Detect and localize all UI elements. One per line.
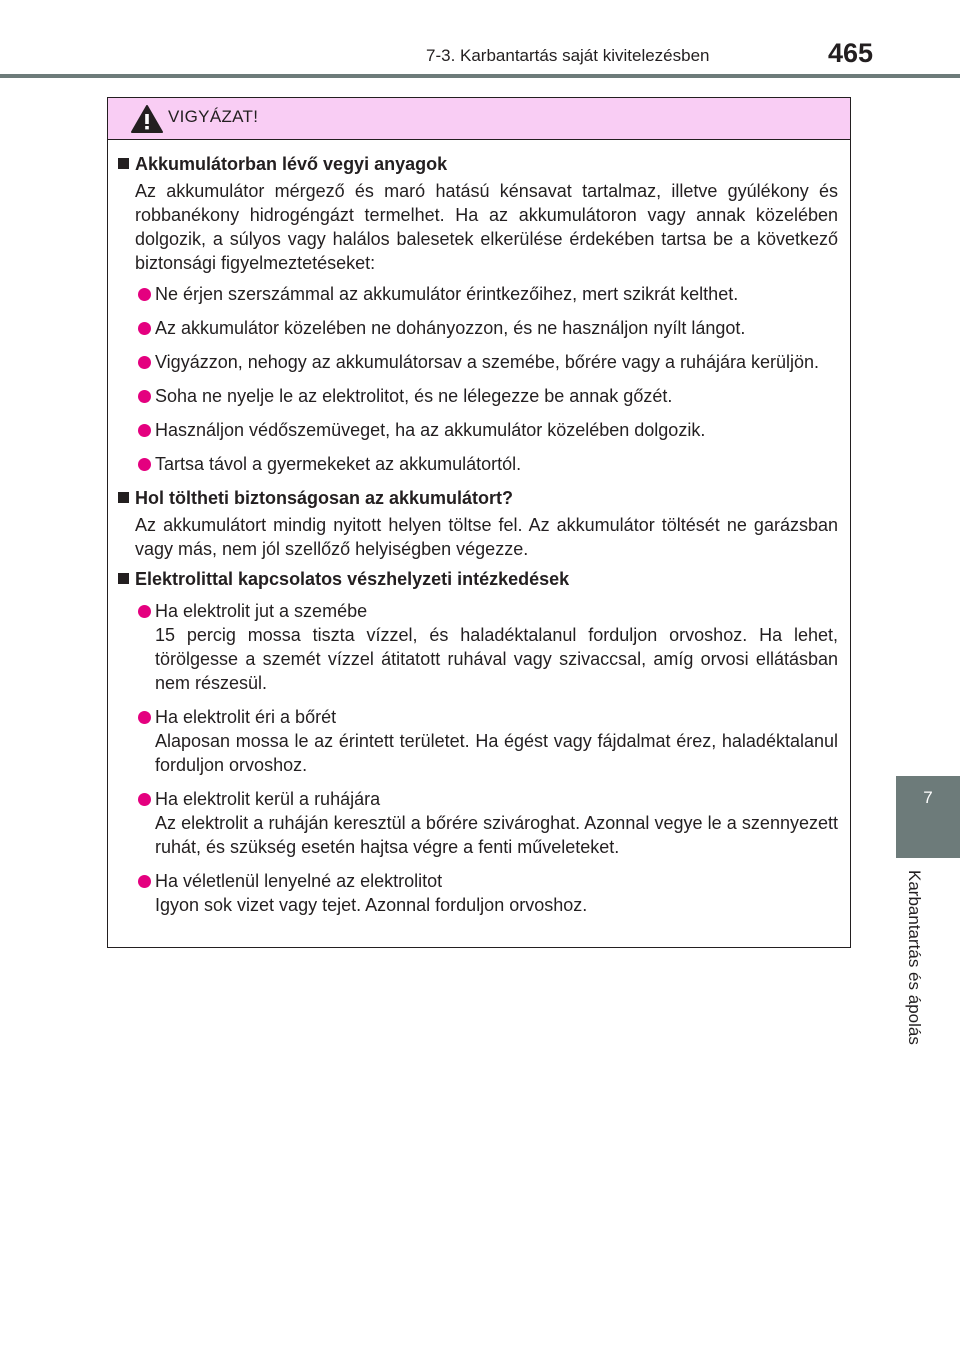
section-paragraph: Az akkumulátor mérgező és maró hatású kénsavat tartalmaz, illetve gyúlékony és robbanékony hidrogéngázt termelhet. Ha az akkumulátoron vagy annak közelében dolgozik, a súlyos vagy halálos balesetek elkerülése érdekében tartsa be a következő biztonsági figyelmeztetéseket:: [135, 181, 838, 273]
section-charging-location: [118, 486, 838, 561]
round-bullet-icon: [138, 605, 151, 618]
section-heading: [118, 567, 838, 592]
list-item-text: Az elektrolit a ruháján keresztül a bőrére szivároghat. Azonnal vegye le a szennyezett ruhát, és szükség esetén hajtsa végre a fenti műveleteket.: [155, 813, 838, 857]
caution-box: [107, 97, 851, 948]
list-item-title: Ha elektrolit éri a bőrét: [155, 707, 337, 727]
list-item: [118, 869, 838, 917]
list-item-title: Ha elektrolit jut a szemébe: [155, 601, 368, 621]
caution-body: [108, 140, 850, 917]
list-item: [118, 316, 838, 340]
chapter-tab: [896, 776, 960, 858]
round-bullet-icon: [138, 458, 151, 471]
list-item-title: Ha elektrolit kerül a ruhájára: [155, 789, 381, 809]
round-bullet-icon: [138, 711, 151, 724]
list-item: [118, 350, 838, 374]
section-chemicals: [118, 152, 838, 476]
round-bullet-icon: [138, 356, 151, 369]
list-item: [118, 418, 838, 442]
section-heading-text: Akkumulátorban lévő vegyi anyagok: [135, 154, 448, 174]
bullet-list: [118, 599, 838, 917]
square-bullet-icon: [118, 158, 129, 169]
list-item-text: Az akkumulátor közelében ne dohányozzon, és ne használjon nyílt lángot.: [155, 318, 746, 338]
list-item: [118, 282, 838, 306]
bullet-list: [118, 282, 838, 476]
list-item-title: Ha véletlenül lenyelné az elektrolitot: [155, 871, 443, 891]
section-heading: [118, 486, 838, 511]
section-heading: [118, 152, 838, 177]
round-bullet-icon: [138, 424, 151, 437]
page-number: 465: [828, 38, 874, 68]
square-bullet-icon: [118, 492, 129, 503]
caution-header: [108, 98, 850, 140]
round-bullet-icon: [138, 390, 151, 403]
chapter-label: [904, 870, 944, 1080]
section-emergency: [118, 567, 838, 917]
list-item: [118, 384, 838, 408]
warning-triangle-icon: [130, 104, 164, 134]
list-item: [118, 599, 838, 695]
section-heading-text: Hol töltheti biztonságosan az akkumulátort?: [135, 488, 514, 508]
list-item-text: Igyon sok vizet vagy tejet. Azonnal forduljon orvoshoz.: [155, 895, 588, 915]
round-bullet-icon: [138, 322, 151, 335]
round-bullet-icon: [138, 875, 151, 888]
header-divider: [0, 74, 960, 78]
list-item-text: 15 percig mossa tiszta vízzel, és haladéktalanul forduljon orvoshoz. Ha lehet, törölgesse a szemét vízzel átitatott ruhával vagy szivaccsal, amíg orvosi ellátásban nem részesül.: [155, 625, 838, 693]
list-item-text: Vigyázzon, nehogy az akkumulátorsav a szemébe, bőrére vagy a ruhájára kerüljön.: [155, 352, 820, 372]
list-item: [118, 452, 838, 476]
list-item-text: Használjon védőszemüveget, ha az akkumulátor közelében dolgozik.: [155, 420, 706, 440]
list-item: [118, 705, 838, 777]
list-item: [118, 787, 838, 859]
chapter-number: 7: [923, 788, 933, 807]
list-item-text: Tartsa távol a gyermekeket az akkumulátortól.: [155, 454, 522, 474]
section-title: 7-3. Karbantartás saját kivitelezésben: [426, 46, 710, 65]
caution-title: VIGYÁZAT!: [168, 107, 259, 126]
chapter-label-text: Karbantartás és ápolás: [905, 870, 924, 1045]
section-heading-text: Elektrolittal kapcsolatos vészhelyzeti intézkedések: [135, 569, 570, 589]
list-item-text: Alaposan mossa le az érintett területet. Ha égést vagy fájdalmat érez, haladéktalanul forduljon orvoshoz.: [155, 731, 838, 775]
list-item-text: Soha ne nyelje le az elektrolitot, és ne lélegezze be annak gőzét.: [155, 386, 673, 406]
section-paragraph: Az akkumulátort mindig nyitott helyen töltse fel. Az akkumulátor töltését ne garázsban vagy más, nem jól szellőző helyiségben végezze.: [135, 515, 838, 559]
round-bullet-icon: [138, 793, 151, 806]
list-item-text: Ne érjen szerszámmal az akkumulátor érintkezőihez, mert szikrát kelthet.: [155, 284, 739, 304]
round-bullet-icon: [138, 288, 151, 301]
square-bullet-icon: [118, 573, 129, 584]
